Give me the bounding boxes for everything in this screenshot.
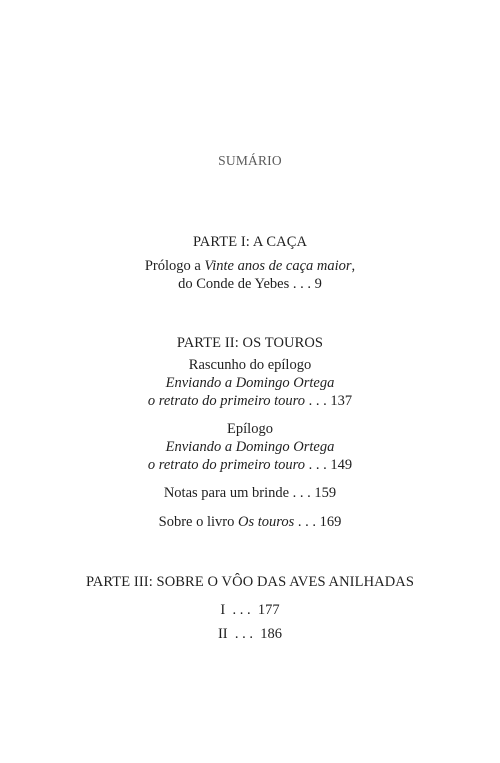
part3-heading: PARTE III: SOBRE O VÔO DAS AVES ANILHADAS — [85, 574, 415, 590]
part2-epilogue-dedication: Enviando a Domingo Ortega — [165, 439, 335, 455]
part2-draft-line2 — [0, 374, 500, 392]
page-title: SUMÁRIO — [218, 153, 282, 168]
part1-entry-line1 — [0, 257, 500, 275]
part2-epilogue-line2 — [0, 438, 500, 456]
part1-entry-suffix: , — [351, 258, 356, 274]
part2-epilogue-line1: Epílogo — [227, 421, 273, 437]
part1-entry-line2: do Conde de Yebes . . . 9 — [178, 276, 322, 292]
part2-book-page: . . . 169 — [294, 514, 342, 530]
part2-draft-subtitle: o retrato do primeiro touro — [147, 393, 305, 409]
part2-book — [0, 513, 500, 531]
part2-book-prefix: Sobre o livro — [158, 514, 238, 530]
part2-epilogue-page: . . . 149 — [304, 457, 353, 473]
part2-epilogue-line3 — [0, 456, 500, 474]
part2-draft-line1: Rascunho do epílogo — [188, 357, 312, 373]
part1-entry-prefix: Prólogo a — [144, 258, 205, 274]
part2-epilogue-subtitle: o retrato do primeiro touro — [147, 457, 305, 473]
part3-item-1: I . . . 177 — [220, 602, 280, 618]
part2-book-title: Os touros — [237, 514, 295, 530]
part2-draft-dedication: Enviando a Domingo Ortega — [165, 375, 335, 391]
part2-toast: Notas para um brinde . . . 159 — [163, 485, 337, 501]
part3-item-2: II . . . 186 — [217, 626, 283, 642]
part2-heading: PARTE II: OS TOUROS — [176, 335, 324, 351]
part2-draft-line3 — [0, 392, 500, 410]
part1-entry-book-title: Vinte anos de caça maior — [204, 258, 352, 274]
part1-heading: PARTE I: A CAÇA — [192, 234, 308, 250]
part2-draft-page: . . . 137 — [304, 393, 353, 409]
